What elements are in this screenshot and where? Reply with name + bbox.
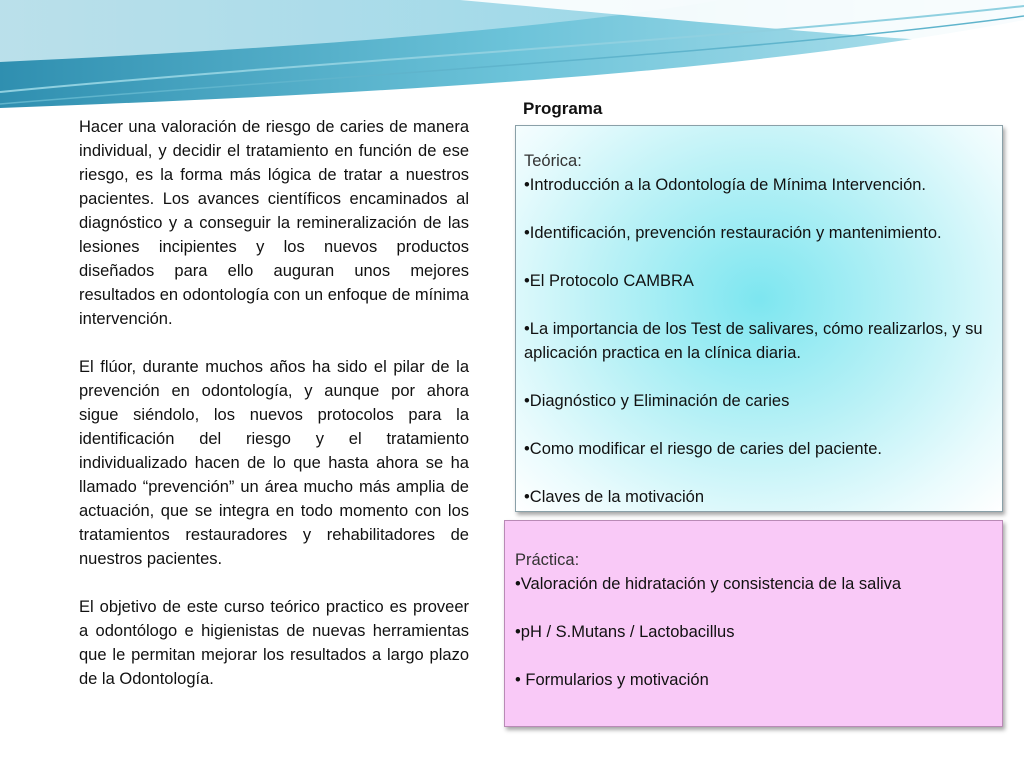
teorica-item: •Diagnóstico y Eliminación de caries xyxy=(524,392,790,410)
teorica-heading: Teórica: xyxy=(524,152,582,170)
practica-item: •Valoración de hidratación y consistencia de la saliva xyxy=(515,575,902,593)
teorica-item: •Identificación, prevención restauración y mantenimiento. xyxy=(524,224,942,242)
teorica-item: •Como modificar el riesgo de caries del paciente. xyxy=(524,440,882,458)
teorica-box xyxy=(515,125,1003,512)
intro-paragraph-1: Hacer una valoración de riesgo de caries de manera individual, y decidir el tratamiento en función de ese riesgo, es la forma más lógica de tratar a nuestros pacientes. Los avances científicos encaminados al diagnóstico y a conseguir la remineralización de las lesiones incipientes y los nuevos productos diseñados para ello auguran unos mejores resultados en odontología con un enfoque de mínima intervención. xyxy=(79,118,469,328)
teorica-item: •Claves de la motivación xyxy=(524,488,705,506)
practica-item: •pH / S.Mutans / Lactobacillus xyxy=(515,623,735,641)
teorica-item: •La importancia de los Test de salivares, cómo realizarlos, y su aplicación practica en la clínica diaria. xyxy=(524,320,983,362)
practica-heading: Práctica: xyxy=(515,551,580,569)
intro-paragraph-2: El flúor, durante muchos años ha sido el pilar de la prevención en odontología, y aunque por ahora sigue siéndolo, los nuevos protocolos para la identificación del riesgo y el tratamiento individualizado hacen de lo que hasta ahora se ha llamado “prevención” un área mucho más amplia de actuación, que se integra en todo momento con los tratamientos restauradores y rehabilitadores de nuestros pacientes. xyxy=(79,358,469,568)
practica-item: • Formularios y motivación xyxy=(515,671,709,689)
teorica-item: •Introducción a la Odontología de Mínima Intervención. xyxy=(524,176,927,194)
practica-box xyxy=(504,520,1003,727)
teorica-item: •El Protocolo CAMBRA xyxy=(524,272,694,290)
intro-paragraph-3: El objetivo de este curso teórico practico es proveer a odontólogo e higienistas de nuevas herramientas que le permitan mejorar los resultados a largo plazo de la Odontología. xyxy=(79,598,469,688)
intro-text-column xyxy=(79,115,469,715)
header-wave-banner xyxy=(0,0,1024,120)
programa-title: Programa xyxy=(523,99,603,118)
